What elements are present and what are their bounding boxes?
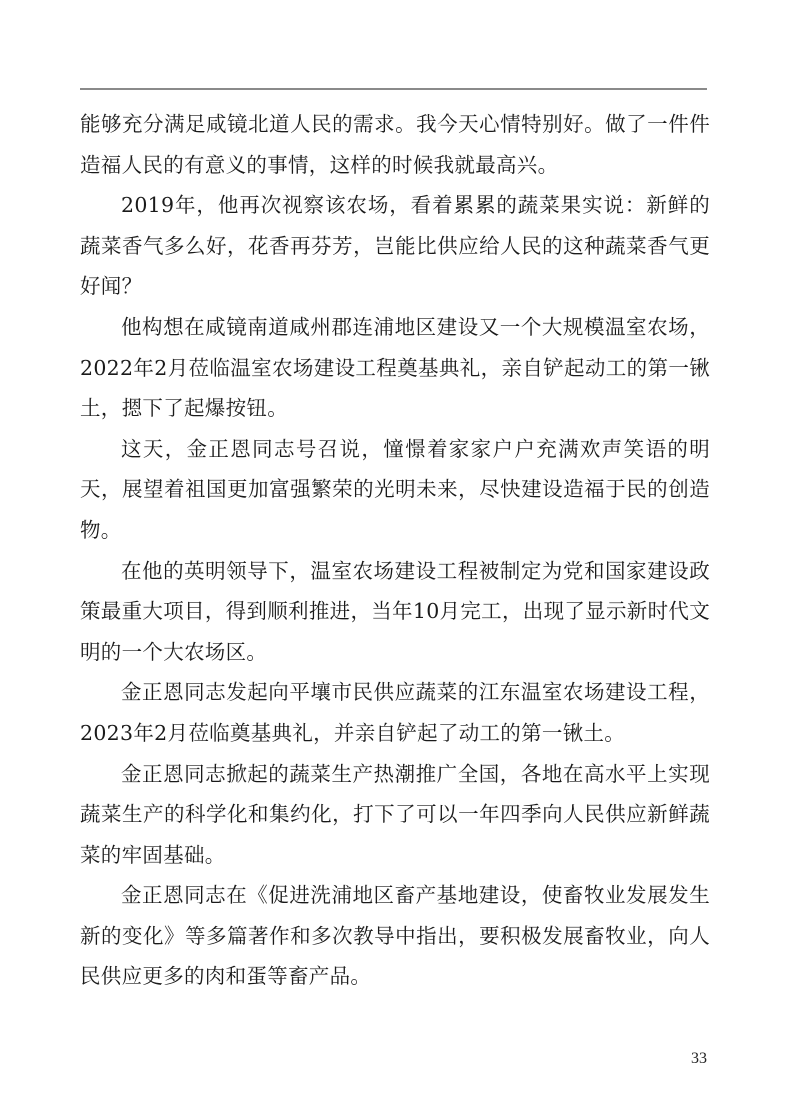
paragraph-7: 金正恩同志掀起的蔬菜生产热潮推广全国，各地在高水平上实现蔬菜生产的科学化和集约化，打下了可以一年四季向人民供应新鲜蔬菜的牢固基础。 <box>80 761 710 867</box>
paragraph-1: 能够充分满足咸镜北道人民的需求。我今天心情特别好。做了一件件造福人民的有意义的事情，这样的时候我就最高兴。 <box>80 112 710 177</box>
header-rule <box>80 88 707 90</box>
paragraph-6: 金正恩同志发起向平壤市民供应蔬菜的江东温室农场建设工程，2023年2月莅临奠基典礼，并亲自铲起了动工的第一锹土。 <box>80 680 710 745</box>
paragraph-4: 这天，金正恩同志号召说，憧憬着家家户户充满欢声笑语的明天，展望着祖国更加富强繁荣的光明未来，尽快建设造福于民的创造物。 <box>80 436 710 542</box>
body-text <box>80 104 710 997</box>
paragraph-8: 金正恩同志在《促进洗浦地区畜产基地建设，使畜牧业发展发生新的变化》等多篇著作和多次教导中指出，要积极发展畜牧业，向人民供应更多的肉和蛋等畜产品。 <box>80 883 710 989</box>
paragraph-2: 2019年，他再次视察该农场，看着累累的蔬菜果实说：新鲜的蔬菜香气多么好，花香再芬芳，岂能比供应给人民的这种蔬菜香气更好闻？ <box>80 193 710 299</box>
paragraph-3: 他构想在咸镜南道咸州郡连浦地区建设又一个大规模温室农场，2022年2月莅临温室农场建设工程奠基典礼，亲自铲起动工的第一锹土，摁下了起爆按钮。 <box>80 314 710 421</box>
paragraph-5: 在他的英明领导下，温室农场建设工程被制定为党和国家建设政策最重大项目，得到顺利推进，当年10月完工，出现了显示新时代文明的一个大农场区。 <box>80 558 710 664</box>
page-number: 33 <box>691 1050 707 1067</box>
